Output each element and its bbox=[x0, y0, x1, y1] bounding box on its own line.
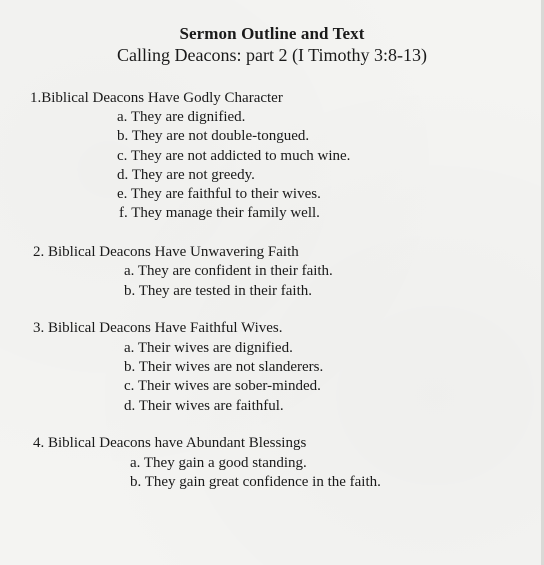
section-1-item-f: f. They manage their family well. bbox=[119, 205, 320, 221]
section-heading-2: 2. Biblical Deacons Have Unwavering Faith bbox=[33, 244, 299, 260]
section-1-item-a: a. They are dignified. bbox=[117, 109, 246, 125]
section-2-item-b: b. They are tested in their faith. bbox=[124, 283, 312, 299]
section-1-item-c: c. They are not addicted to much wine. bbox=[117, 148, 351, 164]
section-4-item-a: a. They gain a good standing. bbox=[130, 455, 307, 471]
section-heading-1: 1.Biblical Deacons Have Godly Character bbox=[30, 90, 283, 106]
section-4-item-b: b. They gain great confidence in the faith. bbox=[130, 474, 381, 490]
section-3-item-c: c. Their wives are sober-minded. bbox=[124, 378, 321, 394]
document-subtitle: Calling Deacons: part 2 (I Timothy 3:8-13) bbox=[117, 45, 427, 65]
document-title: Sermon Outline and Text bbox=[179, 24, 365, 43]
section-heading-3: 3. Biblical Deacons Have Faithful Wives. bbox=[33, 320, 283, 336]
section-3-item-b: b. Their wives are not slanderers. bbox=[124, 359, 324, 375]
section-3-item-a: a. Their wives are dignified. bbox=[124, 340, 293, 356]
section-1-item-d: d. They are not greedy. bbox=[117, 167, 255, 183]
section-2-item-a: a. They are confident in their faith. bbox=[124, 263, 333, 279]
section-heading-4: 4. Biblical Deacons have Abundant Blessings bbox=[33, 435, 307, 451]
section-3-item-d: d. Their wives are faithful. bbox=[124, 398, 284, 414]
section-1-item-e: e. They are faithful to their wives. bbox=[117, 186, 321, 202]
section-1-item-b: b. They are not double-tongued. bbox=[117, 128, 310, 144]
